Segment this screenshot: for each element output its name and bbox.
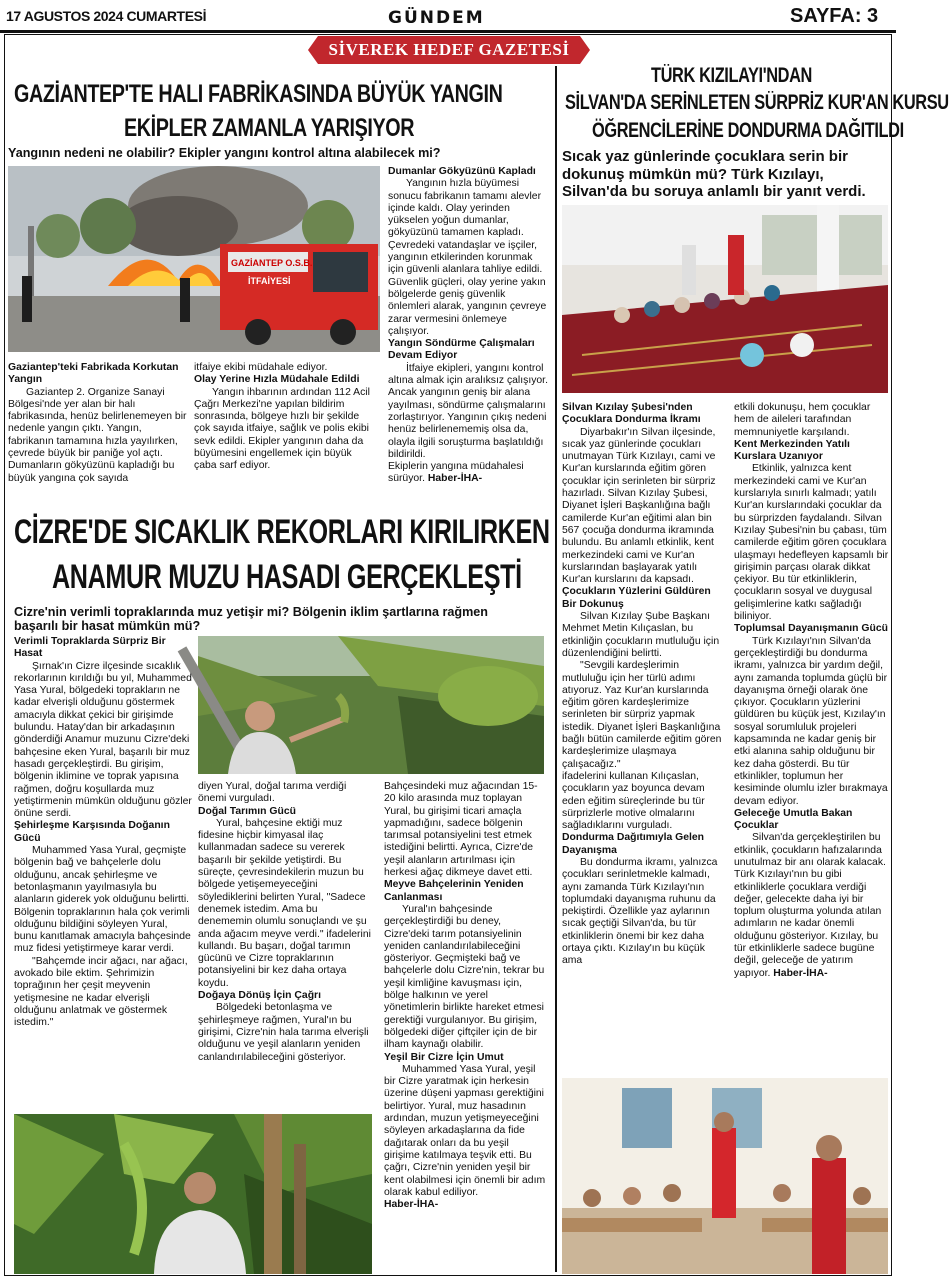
a3-col1 <box>562 402 722 968</box>
paragraph-text: Toplumsal Dayanışmanın Gücü <box>734 623 888 635</box>
article-paragraph <box>14 956 192 1030</box>
paragraph-text: Silvan Kızılay Şube Başkanı Mehmet Metin Kılıçaslan, bu etkinliğin çocukların mutluluğu için düzenlendiğini belirtti. <box>562 611 720 659</box>
section-heading <box>384 1052 546 1064</box>
paragraph-text: Silvan Kızılay Şubesi'nden Çocuklara Dondurma İkramı <box>562 402 701 426</box>
paragraph-text: Verimli Topraklarda Sürpriz Bir Hasat <box>14 636 166 660</box>
article-paragraph <box>562 427 722 587</box>
section-heading <box>734 808 890 833</box>
section-heading <box>562 832 722 857</box>
paragraph-text: Dumanlar Gökyüzünü Kapladı <box>388 166 536 177</box>
paragraph-text: İtfaiye ekipleri, yangını kontrol altına almak için aralıksız çalışıyor. Ancak yangının geniş bir alana yayılması, söndürme çalışmalarını zorlaştırıyor. Yangının çıkış nedeni henüz belirlenememiş olsa da, olayla ilgili soruşturma başlatıldığı bildirildi. <box>388 362 548 460</box>
article-paragraph <box>384 904 546 1052</box>
paragraph-text: Çocukların Yüzlerini Güldüren Bir Dokunuş <box>562 586 711 610</box>
header-date: 17 AGUSTOS 2024 CUMARTESİ <box>6 8 207 24</box>
paragraph-text: Silvan'da gerçekleştirilen bu etkinlik, çocukların hafızalarında unutulmaz bir anı olarak kalacak. Türk Kızılayı'nın bu gibi etkinliklerle çocuklara verdiği değer, gelecekte daha iyi bir toplum oluşturma yolunda atılan adımların ne kadar önemli olduğunu gösteriyor. Kızılay, bu tür etkinliklerle sadece bugüne değil, geleceğe de yatırım yapıyor. <box>734 832 886 979</box>
paragraph-text: Etkinlik, yalnızca kent merkezindeki cami ve Kur'an kurslarıyla sınırlı kalmadı; yatılı Kur'an kurslarındaki çocuklar da bu sürprizden faydalandı. Silvan Kızılay Şubesi'nin bu çabası, tüm camilerde eğitim gören çocuklara ulaşmayı hedefleyen kapsamlı bir girişimin parçası olarak dikkat çekiyor. Bu tür etkinliklerin, çocukların sosyal ve duygusal gelişimlerine katkı sağladığı biliniyor. <box>734 463 889 623</box>
article-paragraph <box>198 818 374 990</box>
column-divider <box>555 66 557 1272</box>
paragraph-text: Şehirleşme Karşısında Doğanın Gücü <box>14 820 170 844</box>
a1-title-line1: GAZİANTEP'TE HALI FABRİKASINDA BÜYÜK YANGIN <box>14 80 503 108</box>
a2-title-line2: ANAMUR MUZU HASADI GERÇEKLEŞTİ <box>52 558 522 596</box>
paragraph-text: Olay Yerine Hızla Müdahale Edildi <box>194 374 360 386</box>
article-paragraph <box>388 363 548 461</box>
paragraph-text: Geleceğe Umutla Bakan Çocuklar <box>734 807 853 832</box>
article-paragraph <box>734 832 890 980</box>
article-paragraph <box>198 781 374 806</box>
paragraph-text: Muhammed Yasa Yural, yeşil bir Cizre yaratmak için herkesin üzerine düşeni yapması gerektiğini belirtiyor. Yural, muz hasadının ardından, muzun yetişmeyeceğini söyleyen arkadaşlarına da fide dağıtarak onları da bu yeşil girişime katılmaya teşvik etti. Bu çağrı, Cizre'nin yeniden yeşil bir kent olabilmesi için önemli bir adım olarak kabul ediliyor. <box>384 1063 546 1198</box>
paragraph-text: Bu dondurma ikramı, yalnızca çocukları serinletmekle kalmadı, aynı zamanda Türk Kızılayı'nın toplumdaki dayanışma ruhunu da pekiştirdi. Özellikle yaz aylarının sıcak geçtiği Silvan'da, bu tür etkinliklerin önemi bir kez daha ortaya çıktı. Kızılay'ın bu küçük ama <box>562 856 718 967</box>
page-number: SAYFA: 3 <box>790 5 879 27</box>
paragraph-text: Şırnak'ın Cizre ilçesinde sıcaklık rekorlarının kırıldığı bu yıl, Muhammed Yasa Yural, bölgedeki toprakların ne kadar elverişli olduğunu göstermek amacıyla dikkat çekici bir girişimde bulundu. Hatay'dan bir arkadaşının gönderdiği Anamur muzunu Cizre'deki bahçesine eken Yural, başarılı bir muz hasadı gerçekleştirdi. Bu girişim, bölgenin iklimine ve toprak yapısına rağmen, doğru koşullarda muz yetiştirmenin mümkün olduğunu gözler önüne serdi. <box>14 660 192 820</box>
article-paragraph <box>194 362 372 374</box>
article-paragraph <box>562 660 722 771</box>
truck-label-2: İTFAİYESİ <box>248 276 291 286</box>
paragraph-text: Yangının hızla büyümesi sonucu fabrikanın tamamı alevler içinde kaldı. Olay yerinden yükselen yoğun dumanlar, gökyüzünü tamamen kapladı. Çevredeki vatandaşlar ve işçiler, yangının etkilerinden korunmak için güvenli alanlara tahliye edildi. Güvenlik güçleri, olay yerine yakın bölgelerde geniş güvenlik önlemleri alarak, yangının çevreye zarar vermesini önlemeye çalışıyor. <box>388 178 547 337</box>
article-paragraph <box>388 178 548 338</box>
children-classroom-photo <box>562 1078 888 1274</box>
children-mosque-photo <box>562 205 888 393</box>
news-agency-credit: Haber-İHA- <box>384 1199 439 1211</box>
article-paragraph <box>562 857 722 968</box>
news-agency-credit: Haber-İHA- <box>773 967 828 979</box>
paragraph-text: etkili dokunuşu, hem çocuklar hem de aileleri tarafından memnuniyetle karşılandı. <box>734 402 871 438</box>
paragraph-text: Bölgedeki betonlaşma ve şehirleşmeye rağmen, Yural'ın bu girişimi, Cizre'nin hala tarıma elverişli olduğunu ve yeşil alanların yeniden canlandırılabileceğini gösteriyor. <box>198 1002 369 1063</box>
fire-photo <box>8 166 380 352</box>
paragraph-text: Türk Kızılayı'nın Silvan'da gerçekleştirdiği bu dondurma ikramı, yalnızca bir yardım değil, aynı zamanda toplumda güçlü bir dayanışma örneği olarak öne çıkıyor. Çocukların yüzlerini güldüren bu küçük jest, Kızılay'ın sosyal sorumluluk projeleri kapsamında ne kadar geniş bir etki alanına sahip olduğunu bir kez daha gösterdi. Bu tür etkinlikler, toplumun her kesiminde olumlu izler bırakmaya devam ediyor. <box>734 635 888 807</box>
paragraph-text: Diyarbakır'ın Silvan ilçesinde, sıcak yaz günlerinde çocukları unutmayan Türk Kızılayı, cami ve Kur'an kurslarında eğitim gören çocuklar için serinleten bir sürpriz hazırladı. Silvan Kızılay Şubesi, Diyanet İşleri Başkanlığına bağlı camilerde Kur'an eğitimi alan bin 567 çocuğa dondurma ikramında bulundu. Bu anlamlı etkinlik, kent merkezindeki cami ve Kur'an kurslarından başlayarak yatılı Kur'an kurslarını da kapsadı. <box>562 426 716 586</box>
a1-subtitle: Yangının nedeni ne olabilir? Ekipler yangını kontrol altına alabilecek mi? <box>8 146 441 160</box>
a1-col2 <box>194 362 372 473</box>
paragraph-text: Yural'ın bahçesinde gerçekleştirdiği bu deney, Cizre'deki tarım potansiyelinin yeniden canlandırılabileceğini gösteriyor. Geçmişteki bağ ve bahçelerle dolu Cizre'nin, tekrar bu yeşil kimliğine kavuşması için, bölge halkının ve yerel yönetimlerin birlikte hareket etmesi gerektiği vurgulanıyor. Bu girişim, bölgedeki diğer çiftçiler için de bir ilham kaynağı olabilir. <box>384 903 545 1051</box>
banana-photo-2 <box>14 1114 372 1274</box>
article-paragraph <box>14 845 192 956</box>
section-heading <box>384 879 546 904</box>
article-paragraph <box>14 661 192 821</box>
section-heading <box>734 623 890 635</box>
a3-subtitle: Sıcak yaz günlerinde çocuklara serin bir dokunuş mümkün mü? Türk Kızılayı, Silvan'da bu soruya anlamlı bir yanıt verdi. <box>562 148 866 200</box>
a2-subtitle: Cizre'nin verimli topraklarında muz yetişir mi? Bölgenin iklim şartlarına rağmen başarılı bir hasat mümkün mü? <box>14 605 488 633</box>
article-paragraph <box>8 387 188 485</box>
paragraph-text: Doğal Tarımın Gücü <box>198 805 296 817</box>
section-heading <box>8 362 188 387</box>
paragraph-text: Yangın ihbarının ardından 112 Acil Çağrı Merkezi'ne yapılan bildirim sonrasında, bölgeye hızlı bir şekilde çok sayıda itfaiye, sağlık ve polis ekibi sevk edildi. Ekipler yangının daha da büyümesini engellemek için büyük çaba sarf ediyor. <box>194 386 370 472</box>
article-paragraph <box>194 387 372 473</box>
a3-col2 <box>734 402 890 980</box>
section-heading <box>388 338 548 363</box>
section-heading <box>14 636 192 661</box>
paragraph-text: "Sevgili kardeşlerimin mutluluğu için her türlü adımı atıyoruz. Yaz Kur'an kurslarında eğitim gören kardeşlerimize serinleten bir sürpriz yapmak istedik. Diyanet İşleri Başkanlığına bağlı bütün camilerde eğitim gören kardeşlerimize ulaşmaya çalışacağız." <box>562 660 722 770</box>
article-paragraph <box>562 771 722 832</box>
paragraph-text: Muhammed Yasa Yural, geçmişte bölgenin bağ ve bahçelerle dolu olduğunu, ancak şehirleşme ve betonlaşmanın yayılmasıyla bu alanların giderek yok olduğunu belirtti. Bölgenin topraklarının hala çok verimli olduğunu bildiğini söyleyen Yural, bunu kanıtlamak amacıyla bahçesinde muz fidesi yetiştirmeye karar verdi. <box>14 845 191 955</box>
section-heading <box>198 990 374 1002</box>
header-rule <box>0 30 896 33</box>
paragraph-text: Kent Merkezinden Yatılı Kurslara Uzanıyor <box>734 438 850 463</box>
article-paragraph <box>734 463 890 623</box>
paragraph-text: diyen Yural, doğal tarıma verdiği önemi vurguladı. <box>198 781 347 805</box>
newspaper-banner: SİVEREK HEDEF GAZETESİ <box>318 36 580 64</box>
a2-col3 <box>384 781 546 1211</box>
paragraph-text: Gaziantep'teki Fabrikada Korkutan Yangın <box>8 362 179 386</box>
article-paragraph <box>198 1002 374 1063</box>
section-heading <box>562 586 722 611</box>
a2-col2 <box>198 781 374 1064</box>
paragraph-text: Dondurma Dağıtımıyla Gelen Dayanışma <box>562 832 705 856</box>
section-heading <box>562 402 722 427</box>
paragraph-text: ifadelerini kullanan Kılıçaslan, çocukların yaz boyunca devam eden eğitim süreçlerinde bu tür sürprizlerle motive olmalarını sağladıklarını vurguladı. <box>562 770 705 832</box>
truck-label-1: GAZİANTEP O.S.B. <box>231 258 313 268</box>
section-heading <box>388 166 548 178</box>
article-paragraph <box>388 461 548 486</box>
a1-col3 <box>388 166 548 486</box>
article-paragraph <box>384 781 546 879</box>
paragraph-text: Yural, bahçesine ektiği muz fidesine hiçbir kimyasal ilaç kullanmadan sadece su vererek başarılı bir şekilde yetiştirdi. Bu süreçte, çevresindekilerin muzun bu bölgede yetişemeyeceğini söylediklerini belirten Yural, "Sadece denemek istedim. Ama bu denememin olumlu sonuçlandı ve şu anda ağacım meyve verdi." ifadelerini kullandı. Bu başarı, doğal tarımın gücünü ve Cizre topraklarının potansiyelini bir kez daha ortaya koydu. <box>198 817 371 989</box>
paragraph-text: Yangın Söndürme Çalışmaları Devam Ediyor <box>388 338 535 362</box>
paragraph-text: Meyve Bahçelerinin Yeniden Canlanması <box>384 879 524 903</box>
news-agency-credit: Haber-İHA- <box>427 473 483 485</box>
a3-title-line3: ÖĞRENCİLERİNE DONDURMA DAĞITILDI <box>592 119 904 142</box>
paragraph-text: Yeşil Bir Cizre İçin Umut <box>384 1051 504 1063</box>
a1-title-line2: EKİPLER ZAMANLA YARIŞIYOR <box>124 114 415 142</box>
a3-title-line2: SİLVAN'DA SERİNLETEN SÜRPRİZ KUR'AN KURSU <box>565 91 949 114</box>
a2-title-line1: CİZRE'DE SICAKLIK REKORLARI KIRILIRKEN <box>14 513 550 551</box>
article-paragraph <box>384 1199 546 1211</box>
article-paragraph <box>562 611 722 660</box>
banana-photo-1 <box>198 636 544 774</box>
article-paragraph <box>734 636 890 808</box>
paragraph-text: "Bahçemde incir ağacı, nar ağacı, avokado bile ektim. Şehrimizin toprağının her çeşit meyvenin yetişmesine ne kadar elverişli olduğunu anlatmak ve göstermek istedim." <box>14 955 188 1029</box>
paragraph-text: Bahçesindeki muz ağacından 15-20 kilo arasında muz toplayan Yural, bu girişimi ticari amaçla yapmadığını, sadece bölgenin tarımsal potansiyelini test etmek istediğini belirtti. Ayrıca, Cizre'de yeşil alanların artırılması için herkesi ağaç dikmeye davet etti. <box>384 781 538 879</box>
article-paragraph <box>384 1064 546 1199</box>
section-heading <box>194 374 372 386</box>
paragraph-text: Gaziantep 2. Organize Sanayi Bölgesi'nde yer alan bir halı fabrikasında, henüz belirlenemeyen bir nedenle yangın çıktı. Yangın, fabrikanın tamamına hızla yayılırken, çevrede büyük bir paniğe yol açtı. Dumanların gökyüzünü kapladığı bu büyük yangına çok sayıda <box>8 386 187 484</box>
article-paragraph <box>734 402 890 439</box>
header-bar <box>0 0 896 30</box>
section-heading <box>14 820 192 845</box>
paragraph-text: itfaiye ekibi müdahale ediyor. <box>194 362 328 373</box>
section-heading <box>198 806 374 818</box>
a2-col1 <box>14 636 192 1030</box>
header-section: GÜNDEM <box>388 8 485 28</box>
a3-title-line1: TÜRK KIZILAYI'NDAN <box>651 64 812 87</box>
paragraph-text: Doğaya Dönüş İçin Çağrı <box>198 990 321 1002</box>
a1-col1 <box>8 362 188 485</box>
section-heading <box>734 439 890 464</box>
paragraph-text: Ekiplerin yangına müdahalesi sürüyor. <box>388 461 524 485</box>
